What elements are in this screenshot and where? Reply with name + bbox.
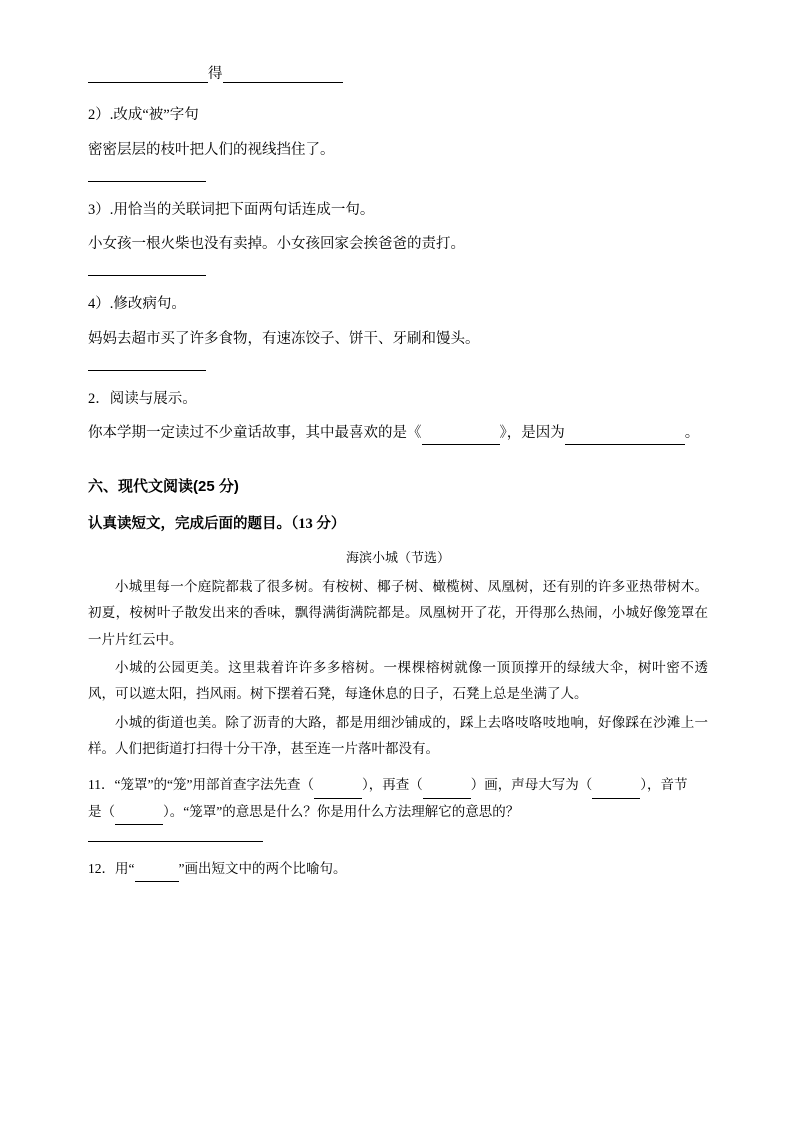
exercise-4-sentence: 妈妈去超市买了许多食物，有速冻饺子、饼干、牙刷和馒头。 [88,330,480,347]
question-11-blank-4[interactable] [115,812,163,824]
question-11-text-e: 是（ [88,803,115,819]
exercise-3-answer-line[interactable] [88,275,206,276]
reading-display-blank-2[interactable] [565,431,685,445]
reading-display-label: 阅读与展示。 [109,390,197,407]
question-11-blank-1[interactable] [314,786,362,798]
passage-title: 海滨小城（节选） [345,550,450,565]
exercise-4-number: 4） [88,296,110,312]
exercise-3-sentence: 小女孩一根火柴也没有卖掉。小女孩回家会挨爸爸的责打。 [88,236,465,253]
top-middle-word: 得 [208,66,223,82]
question-11-text-d: ），音节 [640,777,688,793]
exercise-2-sentence-wrap [88,140,708,162]
question-11-text-b: ），再查（ [361,777,423,793]
exercise-3-prompt [88,200,708,222]
question-12 [88,856,708,882]
question-11-blank-3[interactable] [592,786,640,798]
exercise-3-sentence-wrap [88,234,708,256]
exercise-3-text: .用恰当的关联词把下面两句话连成一句。 [109,201,375,218]
question-11-blank-2[interactable] [423,786,471,798]
exercise-2-number: 2） [88,107,110,123]
exercise-4-sentence-wrap [88,329,708,351]
exercise-4-prompt [88,294,708,316]
reading-display-number: 2． [88,390,110,407]
question-12-number: 12． [88,860,115,876]
top-blank-right[interactable] [223,69,343,83]
page-content [88,62,708,882]
section-instruction: 认真读短文，完成后面的题目。（13 分） [88,516,346,532]
top-blank-left[interactable] [88,69,208,83]
question-12-text-b: ”画出短文中的两个比喻句。 [178,860,347,876]
question-12-underline-mark [135,870,179,882]
passage-paragraph-1: 小城里每一个庭院都栽了很多树。有桉树、椰子树、橄榄树、凤凰树，还有别的许多亚热带树木。初夏，桉树叶子散发出来的香味，飘得满街满院都是。凤凰树开了花，开得那么热闹，小城好像笼罩在一片片红云中。 [88,579,708,647]
exercise-2-prompt [88,105,708,127]
passage-paragraph-3: 小城的街道也美。除了沥青的大路，都是用细沙铺成的，踩上去咯吱咯吱地响，好像踩在沙滩上一样。人们把街道打扫得十分干净，甚至连一片落叶都没有。 [88,714,708,756]
top-fill-row [88,62,708,83]
reading-display-mid: 》，是因为 [499,425,565,442]
question-11-number: 11． [88,777,115,793]
exercise-4-answer-line[interactable] [88,370,206,371]
exercise-4-text: .修改病句。 [109,296,186,312]
exercise-2-answer-line[interactable] [88,181,206,182]
reading-display-before: 你本学期一定读过不少童话故事，其中最喜欢的是《 [88,425,422,442]
question-12-text-a: 用“ [115,860,135,876]
exercise-3-number: 3） [88,201,110,218]
question-11-line-2 [88,799,708,825]
question-11-text-c: ）画，声母大写为（ [470,777,593,793]
reading-display-blank-1[interactable] [422,431,500,445]
reading-display-end: 。 [684,425,700,442]
passage-paragraph-2: 小城的公园更美。这里栽着许许多多榕树。一棵棵榕树就像一顶顶撑开的绿绒大伞，树叶密不透风，可以遮太阳，挡风雨。树下摆着石凳，每逢休息的日子，石凳上总是坐满了人。 [88,659,708,702]
exercise-2-sentence: 密密层层的枝叶把人们的视线挡住了。 [88,141,335,158]
reading-display-sentence [88,423,708,445]
question-11-text-f: ）。“笼罩”的意思是什么？你是用什么方法理解它的意思的？ [163,803,520,819]
reading-display-title [88,389,708,411]
section-heading: 六、现代文阅读(25 分) [88,478,239,495]
question-11-line-1 [88,772,708,798]
question-11-answer-line[interactable] [88,841,263,842]
exercise-2-text: .改成“被”字句 [109,107,199,123]
question-11-text-a: “笼罩”的“笼”用部首查字法先查（ [114,777,314,793]
